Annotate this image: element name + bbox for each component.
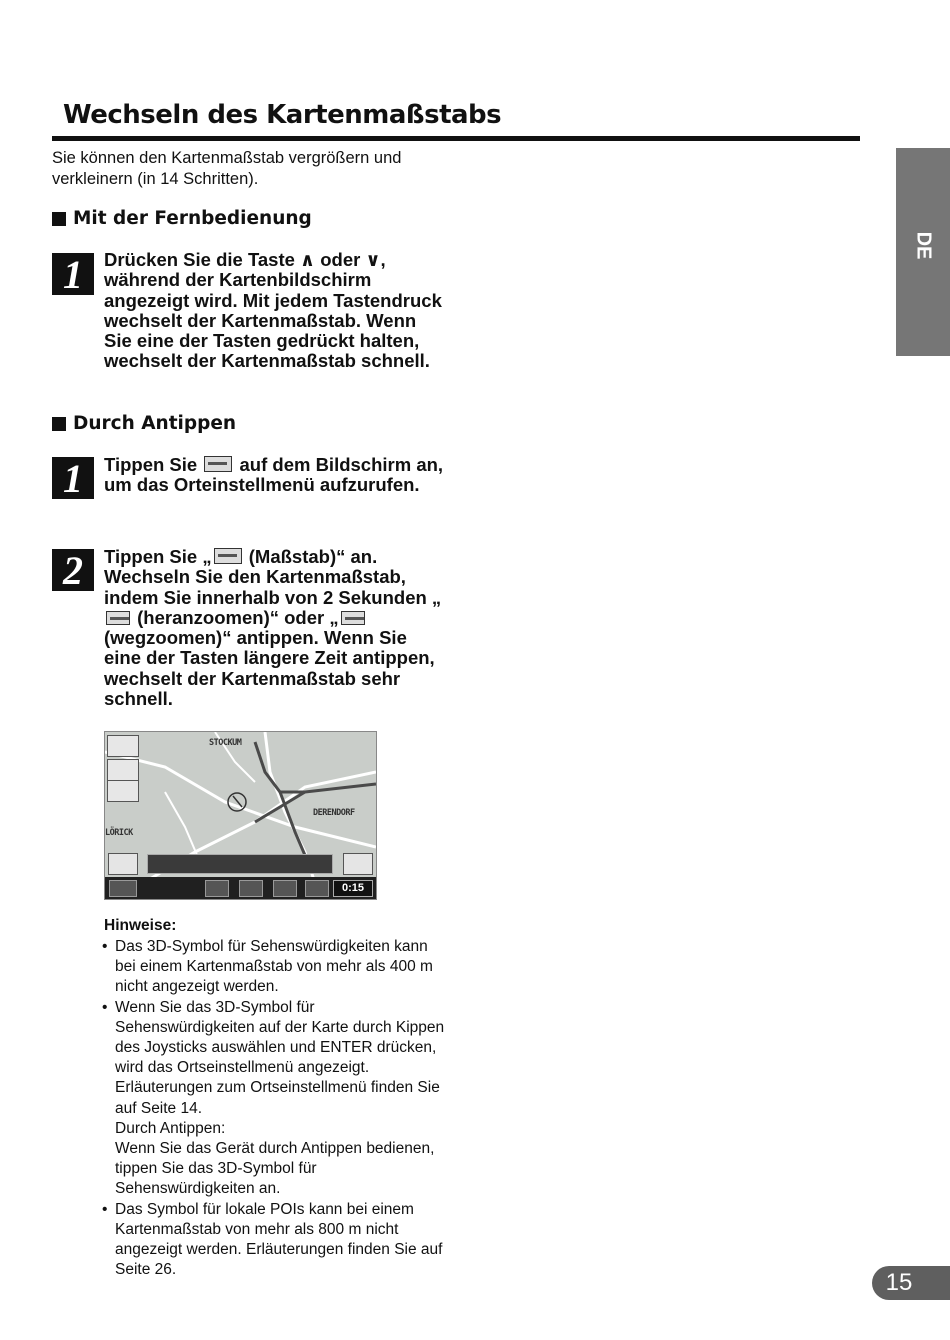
intro-text: Sie können den Kartenmaßstab vergrößern und verkleinern (in 14 Schritten).	[52, 149, 402, 188]
scale-bar[interactable]	[147, 854, 333, 874]
map-bottom-bar	[105, 877, 376, 899]
map-bar-button[interactable]	[205, 880, 229, 897]
step-text-part: Drücken Sie die Taste	[104, 249, 295, 270]
list-item	[102, 1200, 447, 1281]
zoom-out-icon	[341, 611, 365, 625]
note-text: • Das Symbol für lokale POIs kann bei einem Kartenmaßstab von mehr als 800 m nicht angezeigt werden. Erläuterungen finden Sie auf Seite 26.	[115, 1200, 443, 1279]
down-arrow-icon: ∨	[365, 249, 381, 270]
step-text-part: oder	[320, 249, 361, 270]
note-text: Erläuterungen zum Ortseinstellmenü finden Sie auf Seite 14.	[115, 1079, 440, 1117]
step-text-part: (wegzoomen)“ antippen. Wenn Sie eine der Tasten längere Zeit antippen, wechselt der Kartenmaßstab sehr schnell.	[104, 627, 435, 710]
scale-button-icon	[214, 548, 242, 564]
page-number: 15	[885, 1269, 913, 1296]
step-text-touch-2	[104, 547, 449, 709]
step-text-remote-1	[104, 250, 449, 372]
note-text: • Wenn Sie das 3D-Symbol für Sehenswürdigkeiten auf der Karte durch Kippen des Joysticks auswählen und ENTER drücken, wird das Ortseinstellmenü angezeigt.	[115, 998, 445, 1077]
square-bullet-icon	[52, 417, 66, 431]
page-title: Wechseln des Kartenmaßstabs	[63, 100, 502, 130]
section-heading-remote-label: Mit der Fernbedienung	[73, 208, 312, 229]
square-bullet-icon	[52, 212, 66, 226]
map-bar-button[interactable]	[273, 880, 297, 897]
step-text-part: auf dem Bildschirm an, um das Orteinstellmenü aufzurufen.	[104, 454, 444, 496]
notes-title: Hinweise:	[104, 917, 177, 934]
section-heading-touch	[52, 413, 236, 434]
zoom-in-button[interactable]	[108, 853, 138, 875]
list-item	[102, 937, 447, 998]
back-button[interactable]	[109, 880, 137, 897]
step-text-touch-1	[104, 455, 449, 496]
step-text-part: Tippen Sie	[104, 454, 198, 475]
step-number-remote-1: 1	[52, 253, 94, 295]
step-text-part: Tippen Sie „	[104, 546, 212, 567]
menu-button-icon	[204, 456, 232, 472]
step-number-touch-1: 1	[52, 457, 94, 499]
map-label-derendorf: DERENDORF	[313, 808, 355, 818]
language-tab	[896, 148, 950, 356]
step-text-part: (Maßstab)“ an. Wechseln Sie den Kartenmaßstab, indem Sie innerhalb von 2 Sekunden „	[104, 546, 442, 608]
map-label-stockum: STOCKUM	[209, 738, 242, 748]
up-arrow-icon: ∧	[300, 249, 316, 270]
step-text-part: (heranzoomen)“ oder „	[137, 606, 339, 628]
map-bar-button[interactable]	[305, 880, 329, 897]
zoom-out-button[interactable]	[343, 853, 373, 875]
page-number-tab	[872, 1266, 950, 1300]
map-label-lorick: LÖRICK	[105, 828, 133, 838]
note-text: Durch Antippen:	[115, 1119, 226, 1137]
step-text-part: , während der Kartenbildschirm angezeigt wird. Mit jedem Tastendruck wechselt der Kartenmaßstab. Wenn Sie eine der Tasten gedrückt halten, wechselt der Kartenmaßstab schnell.	[104, 249, 442, 372]
time-display: 0:15	[333, 880, 373, 897]
map-screenshot	[104, 731, 377, 900]
map-side-button[interactable]	[107, 735, 139, 757]
notes-list	[102, 937, 447, 1280]
map-side-button[interactable]	[107, 759, 139, 781]
note-text: Wenn Sie das Gerät durch Antippen bedienen, tippen Sie das 3D-Symbol für Sehenswürdigkeiten an.	[115, 1140, 435, 1198]
section-heading-remote	[52, 208, 312, 229]
language-tab-label: DE	[912, 231, 935, 260]
map-bar-button[interactable]	[239, 880, 263, 897]
title-rule	[52, 136, 860, 141]
step-number-touch-2: 2	[52, 549, 94, 591]
list-item	[102, 998, 447, 1200]
section-heading-touch-label: Durch Antippen	[73, 413, 237, 434]
map-side-button[interactable]	[107, 780, 139, 802]
zoom-in-icon	[106, 611, 130, 625]
note-text: • Das 3D-Symbol für Sehenswürdigkeiten kann bei einem Kartenmaßstab von mehr als 400 m nicht angezeigt werden.	[115, 938, 433, 996]
